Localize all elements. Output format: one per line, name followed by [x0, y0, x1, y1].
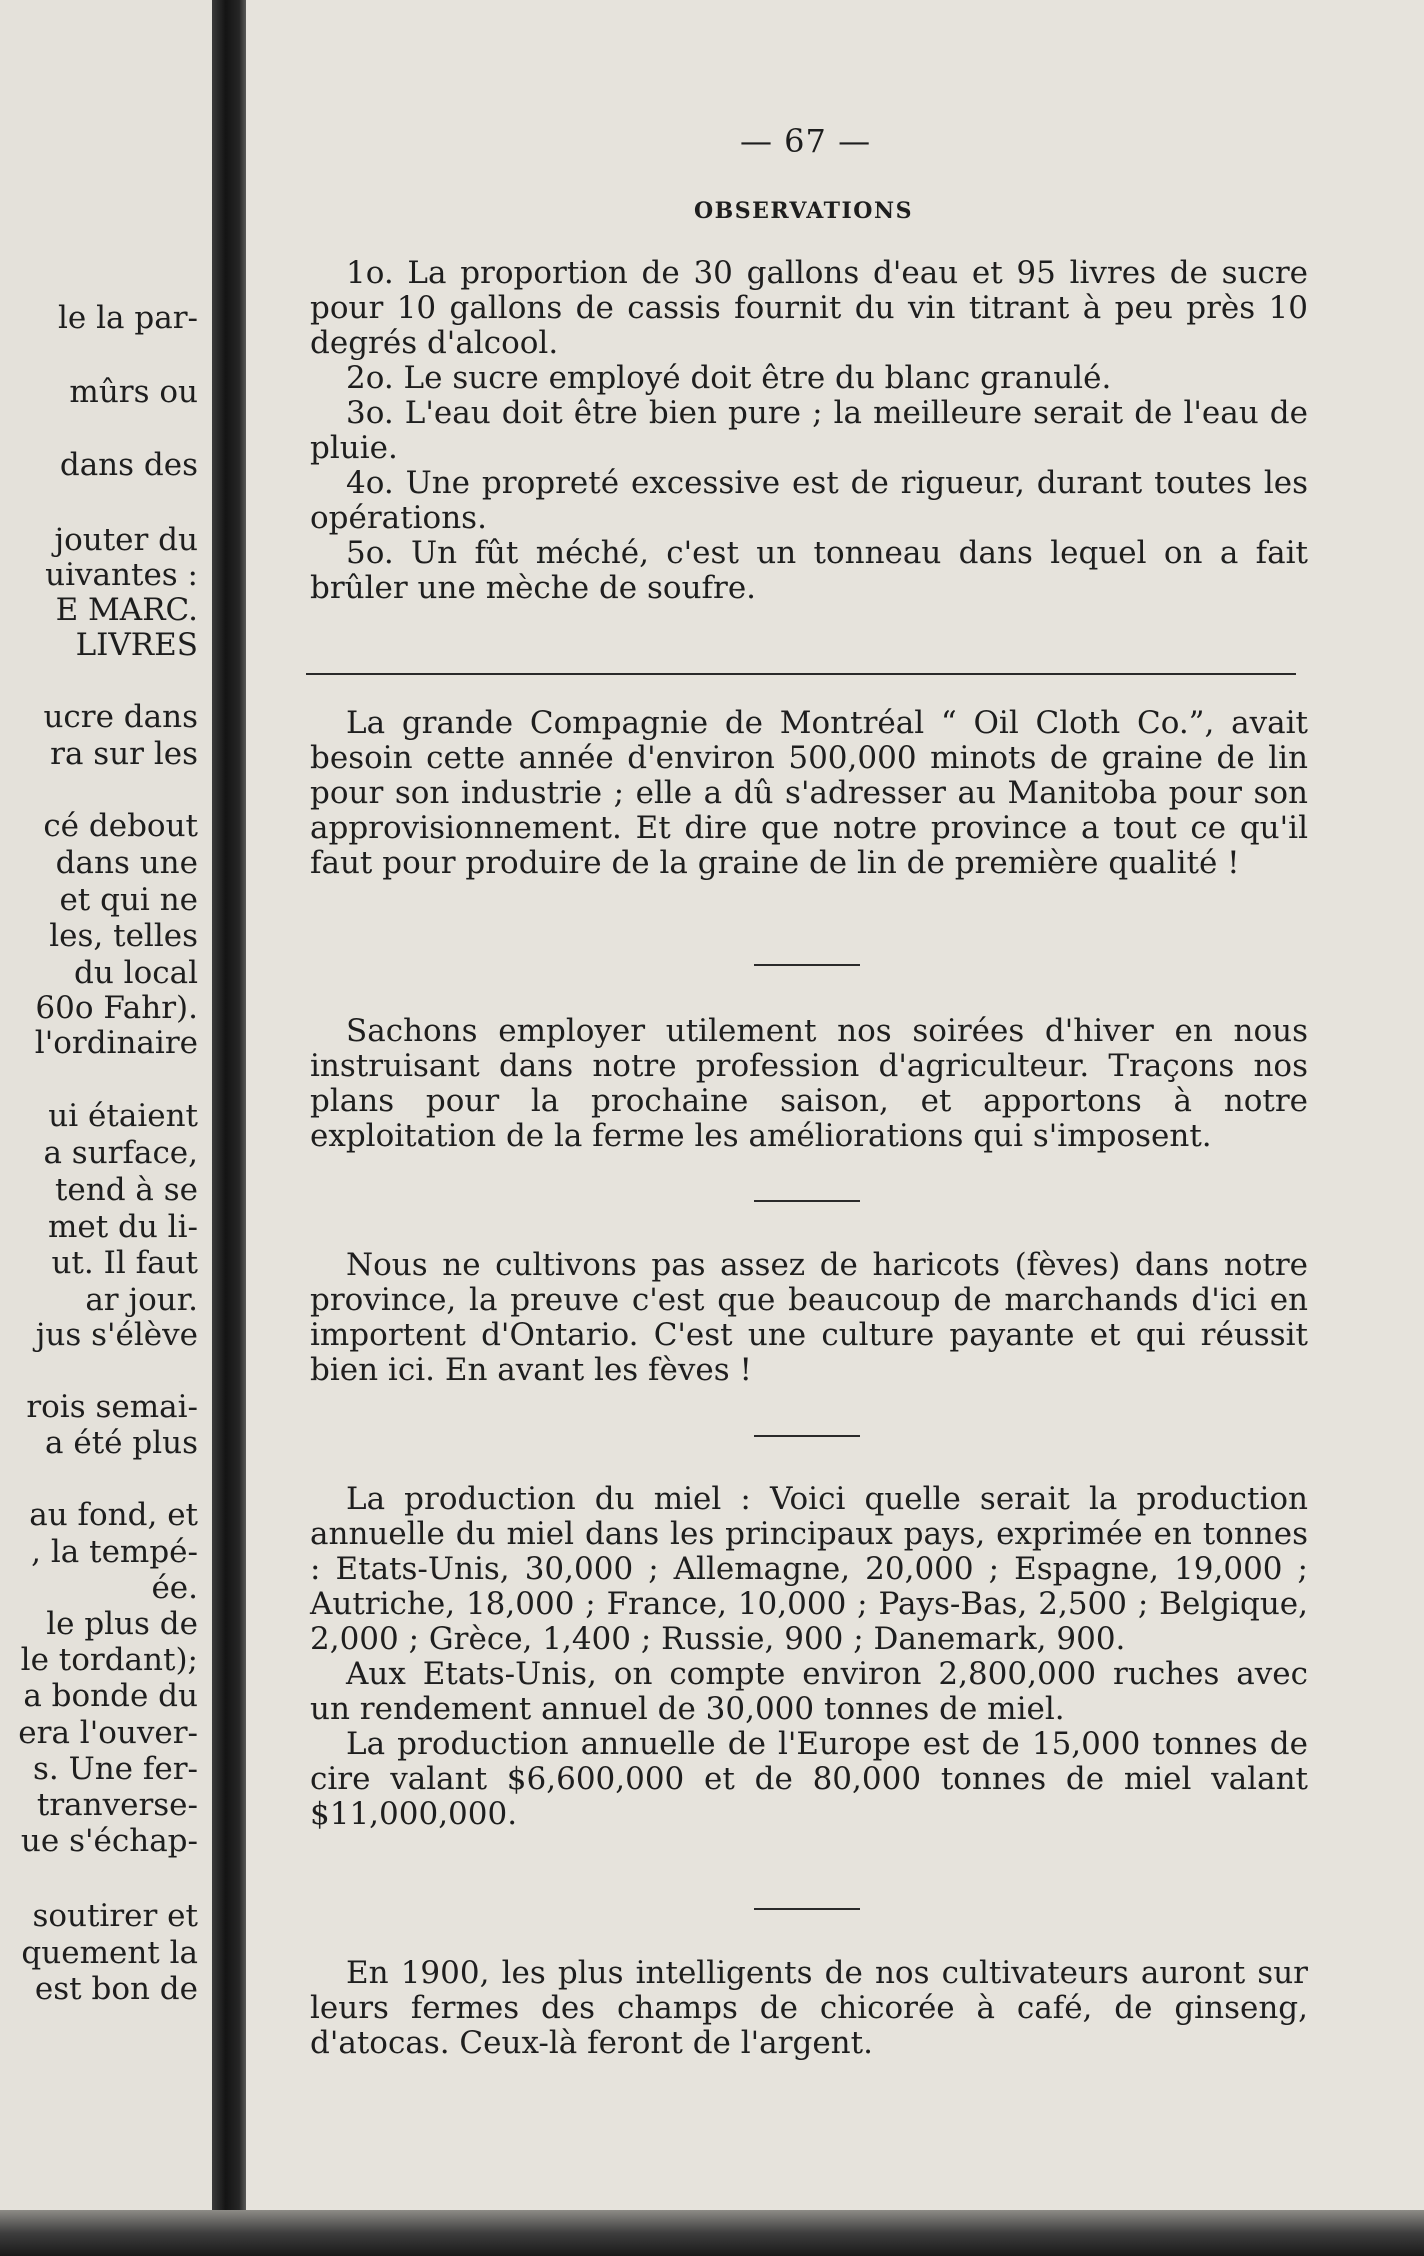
observation-item: 5o. Un fût méché, c'est un tonneau dans lequel on a fait brûler une mèche de soufre. — [310, 535, 1308, 606]
left-page-line: uivantes : — [45, 557, 198, 593]
page-bottom-edge — [0, 2210, 1424, 2256]
miel-paragraph: La production du miel : Voici quelle serait la production annuelle du miel dans les principaux pays, exprimée en tonnes : Etats-Unis, 30,000 ; Allemagne, 20,000 ; Espagne, 19,000 ; Autriche, 18,000 ; France, 10,000 ; Pays-Bas, 2,500 ; Belgique, 2,000 ; Grèce, 1,400 ; Russie, 900 ; Danemark, 900. — [310, 1481, 1308, 1657]
left-page-line: cé debout — [43, 808, 198, 844]
left-page-line: au fond, et — [29, 1497, 198, 1533]
short-divider — [754, 964, 860, 966]
left-page-line: du local — [74, 955, 198, 991]
short-divider — [754, 1908, 860, 1910]
left-page-line: E MARC. — [55, 592, 198, 628]
left-facing-page — [0, 0, 212, 2256]
left-page-line: ée. — [151, 1570, 198, 1606]
miel-paragraph: Aux Etats-Unis, on compte environ 2,800,000 ruches avec un rendement annuel de 30,000 tonnes de miel. — [310, 1656, 1308, 1727]
left-page-line: a été plus — [45, 1425, 198, 1461]
left-page-line: era l'ouver- — [18, 1715, 198, 1751]
left-page-line: 60o Fahr). — [35, 990, 198, 1026]
miel-paragraph: La production annuelle de l'Europe est de 15,000 tonnes de cire valant $6,600,000 et de 80,000 tonnes de miel valant $11,000,000. — [310, 1726, 1308, 1832]
left-page-line: le plus de — [46, 1606, 198, 1642]
left-page-line: le tordant); — [20, 1642, 198, 1678]
section-heading: OBSERVATIONS — [694, 198, 913, 224]
oil-cloth-paragraph: La grande Compagnie de Montréal “ Oil Cloth Co.”, avait besoin cette année d'environ 500,000 minots de graine de lin pour son industrie ; elle a dû s'adresser au Manitoba pour son approvisionnement. Et dire que notre province a tout ce qu'il faut pour produire de la graine de lin de première qualité ! — [310, 705, 1308, 881]
left-page-line: ar jour. — [85, 1282, 198, 1318]
left-page-line: mûrs ou — [69, 374, 198, 410]
left-page-line: met du li- — [47, 1209, 198, 1245]
left-page-line: dans une — [55, 845, 198, 881]
left-page-line: a bonde du — [23, 1678, 198, 1714]
left-page-line: ra sur les — [50, 736, 198, 772]
observation-item: 2o. Le sucre employé doit être du blanc granulé. — [346, 360, 1112, 396]
left-page-line: , la tempé- — [31, 1534, 198, 1570]
section-divider — [306, 673, 1296, 675]
miel-section — [310, 1482, 1308, 1832]
book-gutter — [212, 0, 246, 2256]
observations-list — [310, 256, 1308, 606]
short-divider — [754, 1435, 860, 1437]
left-page-line: quement la — [21, 1935, 198, 1971]
soirees-paragraph: Sachons employer utilement nos soirées d'hiver en nous instruisant dans notre profession d'agriculteur. Traçons nos plans pour la prochaine saison, et apportons à notre exploitation de la ferme les améliorations qui s'imposent. — [310, 1013, 1308, 1154]
left-page-line: les, telles — [49, 918, 198, 954]
left-page-line: rois semai- — [26, 1389, 198, 1425]
annee-1900-paragraph: En 1900, les plus intelligents de nos cultivateurs auront sur leurs fermes des champs de chicorée à café, de ginseng, d'atocas. Ceux-là feront de l'argent. — [310, 1955, 1308, 2061]
short-divider — [754, 1200, 860, 1202]
left-page-line: tranverse- — [36, 1787, 198, 1823]
left-page-line: ui étaient — [48, 1098, 198, 1134]
left-page-line: tend à se — [54, 1172, 198, 1208]
left-page-line: jus s'élève — [35, 1317, 198, 1353]
left-page-line: et qui ne — [59, 882, 198, 918]
observation-item: 3o. L'eau doit être bien pure ; la meilleure serait de l'eau de pluie. — [310, 395, 1308, 466]
left-page-line: LIVRES — [75, 627, 198, 663]
page-number: — 67 — — [740, 122, 872, 160]
left-page-line: ut. Il faut — [51, 1245, 198, 1281]
observation-item: 1o. La proportion de 30 gallons d'eau et 95 livres de sucre pour 10 gallons de cassis fournit du vin titrant à peu près 10 degrés d'alcool. — [310, 255, 1308, 361]
left-page-line: le la par- — [58, 300, 198, 336]
left-page-line: est bon de — [34, 1971, 198, 2007]
left-page-line: soutirer et — [32, 1898, 198, 1934]
left-page-line: s. Une fer- — [32, 1751, 198, 1787]
left-page-line: a surface, — [43, 1135, 198, 1171]
left-page-line: jouter du — [54, 522, 198, 558]
left-page-line: dans des — [59, 447, 198, 483]
left-page-line: l'ordinaire — [34, 1025, 198, 1061]
left-page-line: ucre dans — [43, 699, 198, 735]
haricots-paragraph: Nous ne cultivons pas assez de haricots (fèves) dans notre province, la preuve c'est que beaucoup de marchands d'ici en importent d'Ontario. C'est une culture payante et qui réussit bien ici. En avant les fèves ! — [310, 1247, 1308, 1388]
observation-item: 4o. Une propreté excessive est de rigueur, durant toutes les opérations. — [310, 465, 1308, 536]
left-page-line: ue s'échap- — [20, 1823, 198, 1859]
